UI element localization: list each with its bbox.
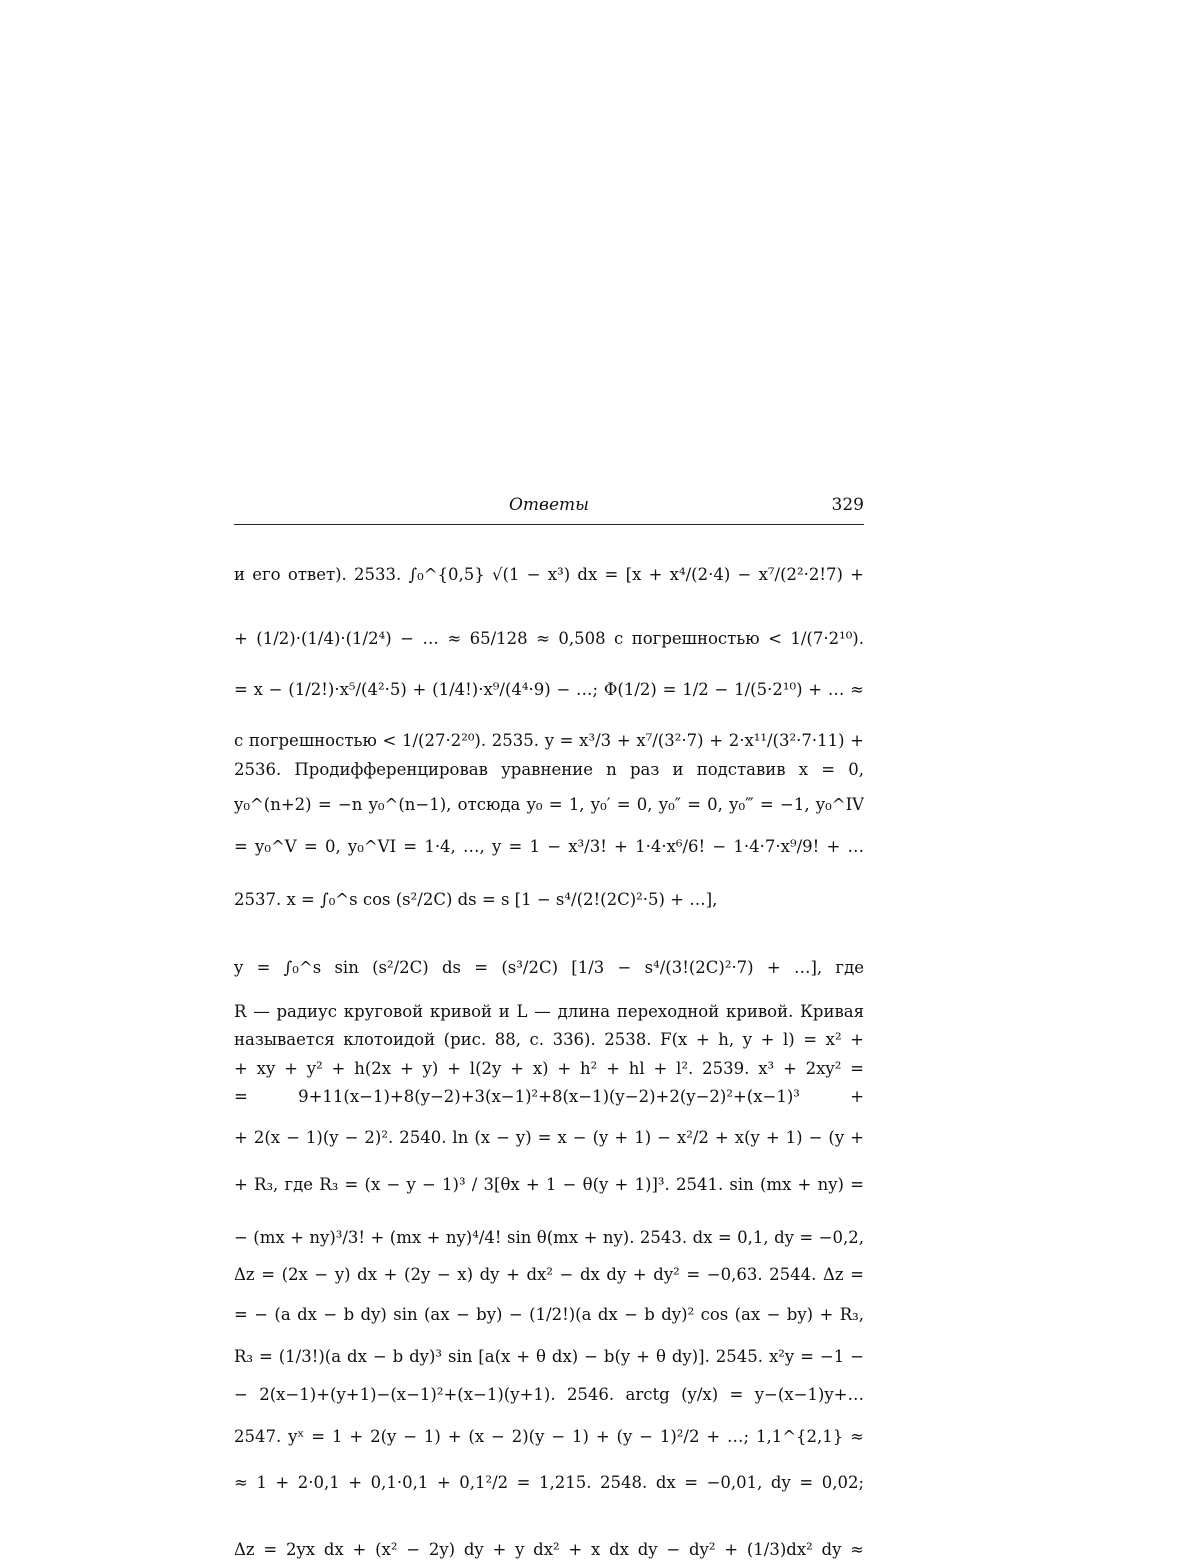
text-line: = − (a dx − b dy) sin (ax − by) − (1/2!)(a dx − b dy)² cos (ax − by) + R₃, xyxy=(234,1305,864,1324)
running-header xyxy=(234,495,864,519)
text-line: R₃ = (1/3!)(a dx − b dy)³ sin [a(x + θ dx) − b(y + θ dy)]. 2545. x²y = −1 − xyxy=(234,1347,864,1366)
text-line: + xy + y² + h(2x + y) + l(2y + x) + h² + hl + l². 2539. x³ + 2xy² = xyxy=(234,1059,864,1078)
text-line: 2536. Продифференцировав уравнение n раз и подставив x = 0, xyxy=(234,760,864,779)
text-line: = 9+11(x−1)+8(y−2)+3(x−1)²+8(x−1)(y−2)+2(y−2)²+(x−1)³ + xyxy=(234,1087,864,1106)
text-line: Δz = 2yx dx + (x² − 2y) dy + y dx² + x dx dy − dy² + (1/3)dx² dy ≈ xyxy=(234,1540,864,1559)
page-number: 329 xyxy=(831,495,864,515)
text-line: Δz = (2x − y) dx + (2y − x) dy + dx² − dx dy + dy² = −0,63. 2544. Δz = xyxy=(234,1265,864,1284)
header-rule xyxy=(234,524,864,525)
book-page xyxy=(234,495,864,1559)
text-line: 2537. x = ∫₀^s cos (s²/2C) ds = s [1 − s⁴/(2!(2C)²·5) + …], xyxy=(234,890,718,909)
text-line: − 2(x−1)+(y+1)−(x−1)²+(x−1)(y+1). 2546. arctg (y/x) = y−(x−1)y+… xyxy=(234,1385,864,1404)
text-line: = x − (1/2!)·x⁵/(4²·5) + (1/4!)·x⁹/(4⁴·9) − …; Φ(1/2) = 1/2 − 1/(5·2¹⁰) + … ≈ xyxy=(234,680,864,699)
text-line: с погрешностью < 1/(27·2²⁰). 2535. y = x³/3 + x⁷/(3²·7) + 2·x¹¹/(3²·7·11) + xyxy=(234,731,864,750)
text-line: + 2(x − 1)(y − 2)². 2540. ln (x − y) = x − (y + 1) − x²/2 + x(y + 1) − (y + xyxy=(234,1128,864,1147)
text-line: ≈ 1 + 2·0,1 + 0,1·0,1 + 0,1²/2 = 1,215. 2548. dx = −0,01, dy = 0,02; xyxy=(234,1473,864,1492)
text-line: 2547. yˣ = 1 + 2(y − 1) + (x − 2)(y − 1) + (y − 1)²/2 + …; 1,1^{2,1} ≈ xyxy=(234,1427,864,1446)
text-line: и его ответ). 2533. ∫₀^{0,5} √(1 − x³) dx = [x + x⁴/(2·4) − x⁷/(2²·2!7) + xyxy=(234,565,864,584)
text-line: = y₀^V = 0, y₀^VI = 1·4, …, y = 1 − x³/3! + 1·4·x⁶/6! − 1·4·7·x⁹/9! + … xyxy=(234,837,864,856)
running-title: Ответы xyxy=(509,495,589,515)
text-line: R — радиус круговой кривой и L — длина переходной кривой. Кривая xyxy=(234,1002,864,1021)
text-line: y₀^(n+2) = −n y₀^(n−1), отсюда y₀ = 1, y₀′ = 0, y₀″ = 0, y₀‴ = −1, y₀^IV xyxy=(234,795,864,814)
text-line: + (1/2)·(1/4)·(1/2⁴) − … ≈ 65/128 ≈ 0,508 с погрешностью < 1/(7·2¹⁰). xyxy=(234,629,864,648)
text-line: + R₃, где R₃ = (x − y − 1)³ / 3[θx + 1 − θ(y + 1)]³. 2541. sin (mx + ny) = xyxy=(234,1175,864,1194)
text-line: − (mx + ny)³/3! + (mx + ny)⁴/4! sin θ(mx + ny). 2543. dx = 0,1, dy = −0,2, xyxy=(234,1228,864,1247)
text-line: называется клотоидой (рис. 88, с. 336). 2538. F(x + h, y + l) = x² + xyxy=(234,1030,864,1049)
text-line: y = ∫₀^s sin (s²/2C) ds = (s³/2C) [1/3 − s⁴/(3!(2C)²·7) + …], где xyxy=(234,958,864,977)
